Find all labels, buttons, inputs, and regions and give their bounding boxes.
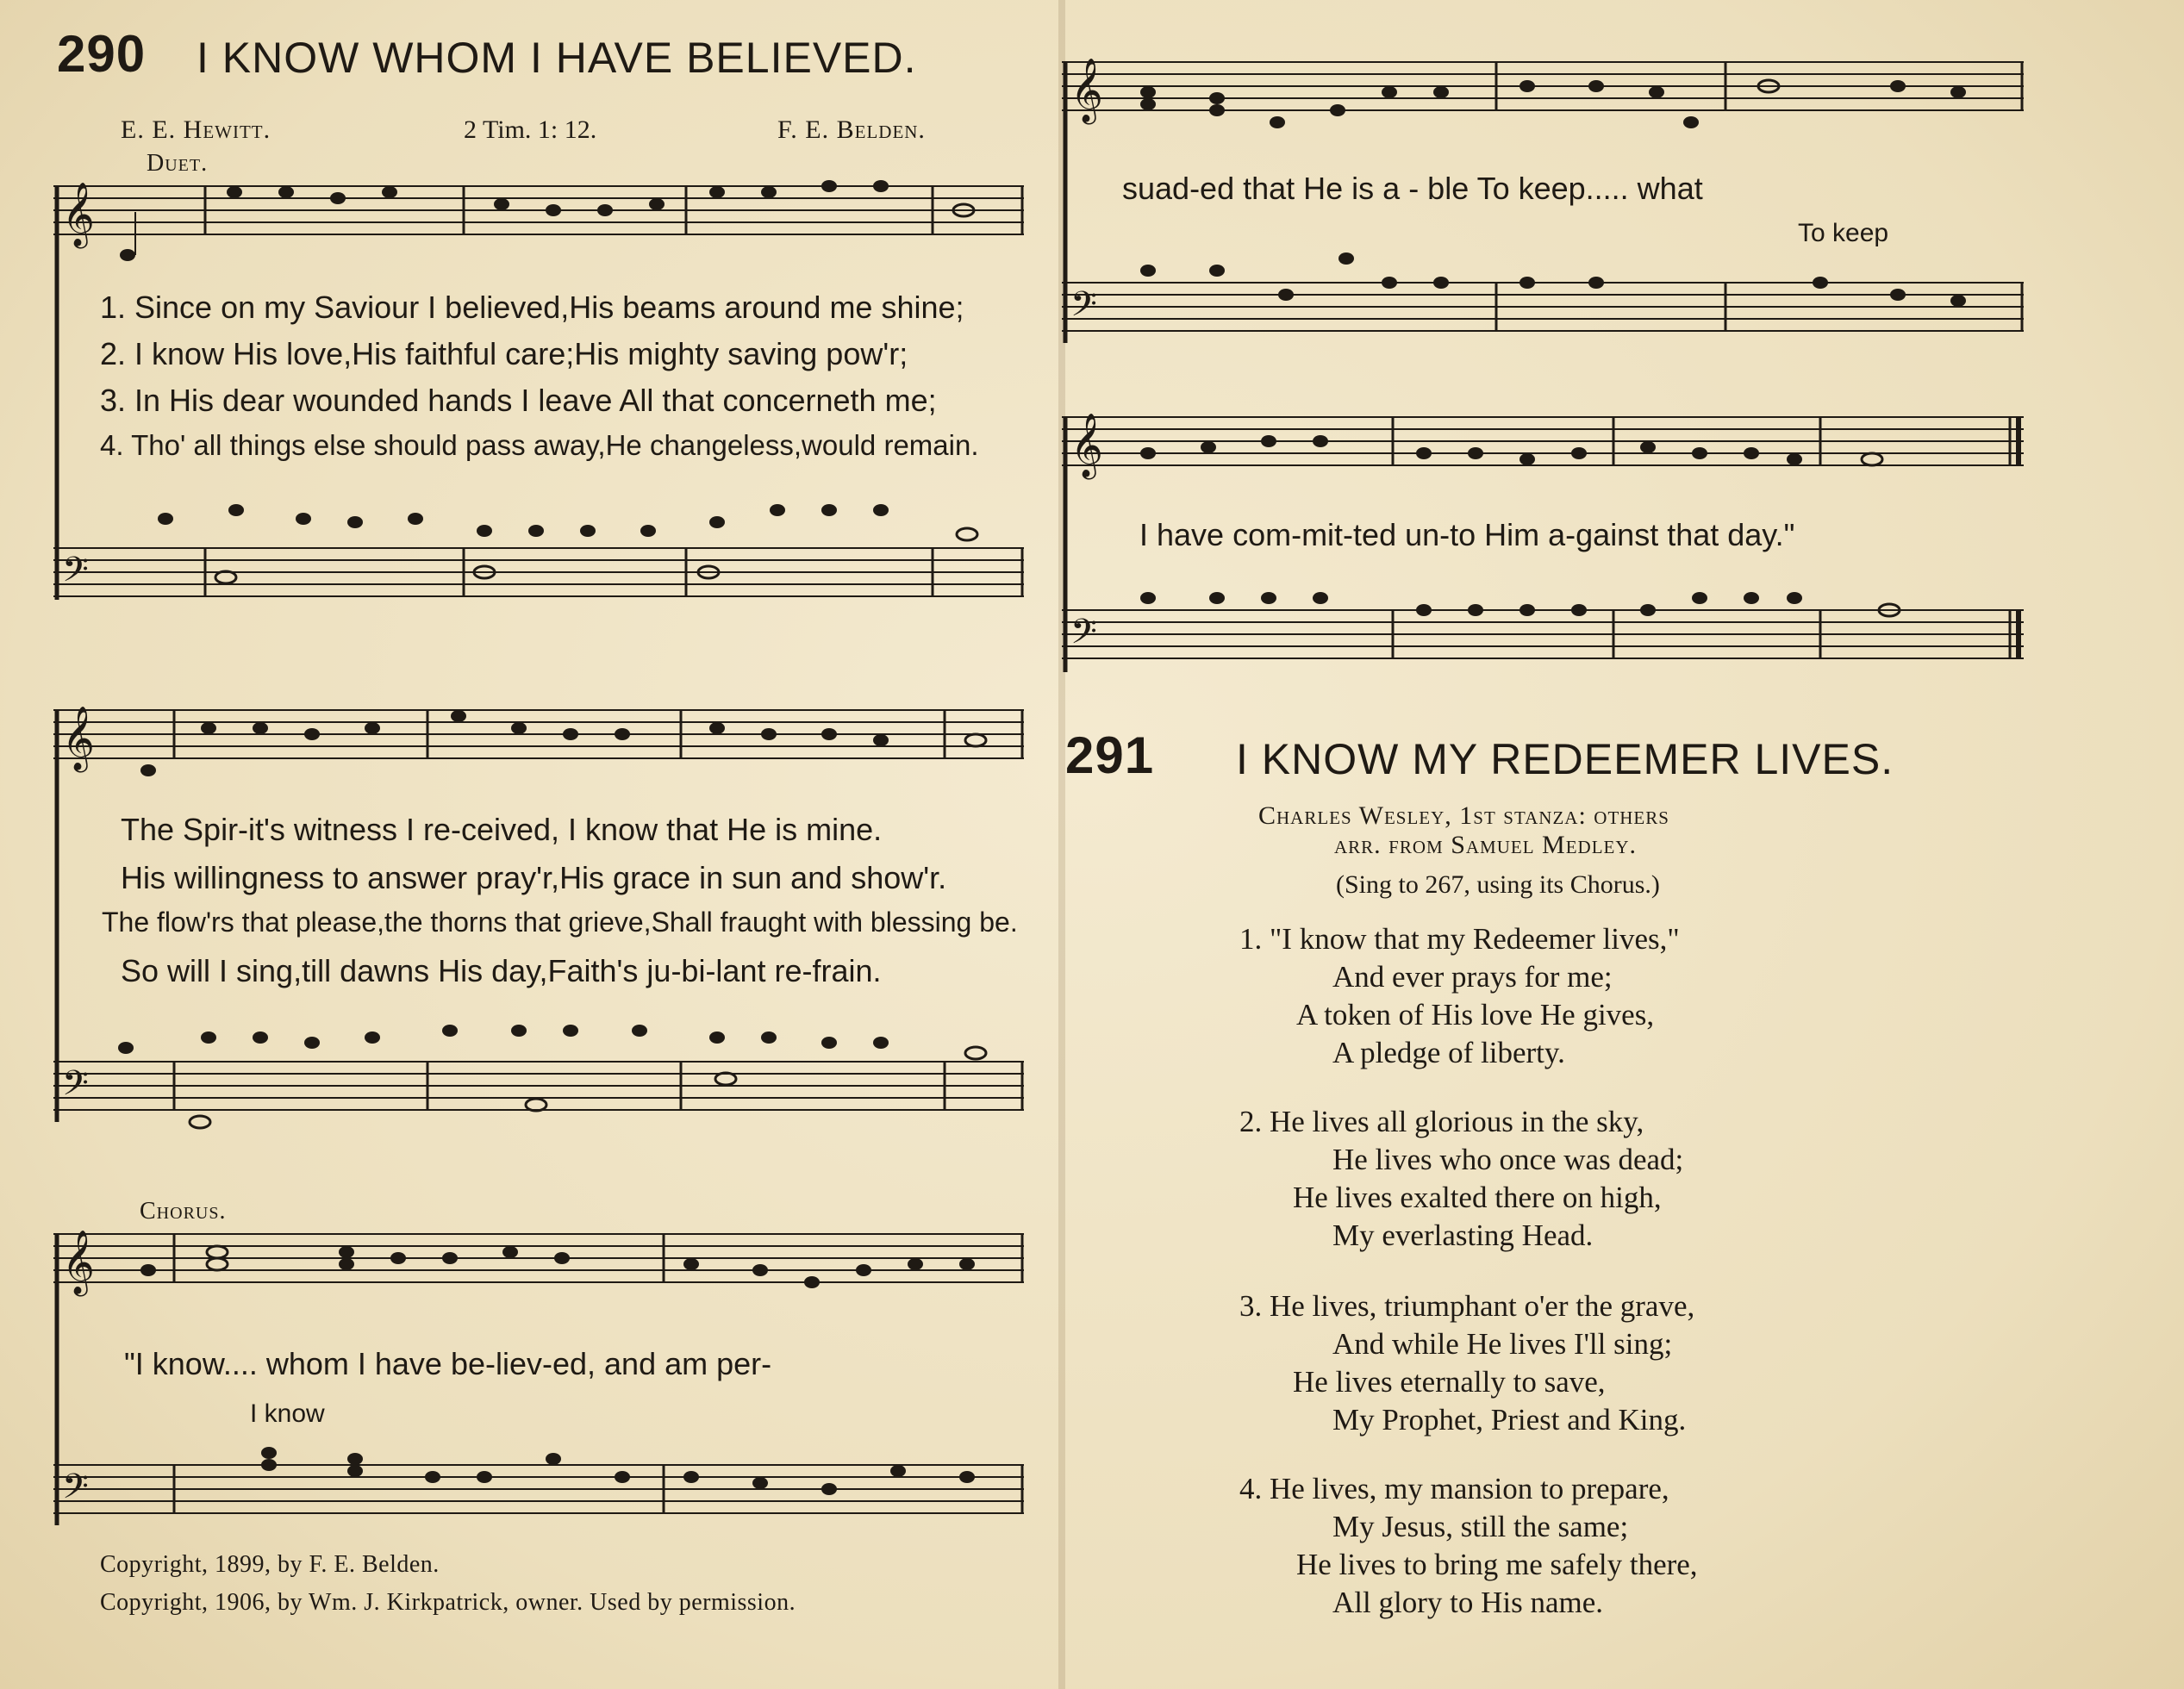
hymn-290-composer: F. E. Belden. (777, 115, 926, 144)
stanza-2-line-2: He lives who once was dead; (1332, 1143, 1684, 1176)
stanza-2 (1239, 1103, 1683, 1255)
chorus-line-3: I have com-mit-ted un-to Him a-gainst that day." (1139, 517, 1795, 552)
chorus-label: Chorus. (140, 1198, 227, 1225)
verse-1-line-b: The Spir-it's witness I re-ceived, I know that He is mine. (121, 812, 883, 847)
stanza-4 (1239, 1470, 1698, 1622)
stanza-1-line-2: And ever prays for me; (1332, 960, 1613, 994)
verse-3-line-a: 3. In His dear wounded hands I leave All that concerneth me; (100, 383, 937, 418)
bass-staff (53, 548, 1024, 596)
duet-label: Duet. (147, 150, 209, 177)
stanza-4-line-2: My Jesus, still the same; (1332, 1510, 1629, 1543)
svg-text:𝄢: 𝄢 (62, 1467, 89, 1515)
hymn-291-credit-2: arr. from Samuel Medley. (1334, 831, 1638, 859)
svg-text:𝄢: 𝄢 (62, 1063, 89, 1112)
chorus-line-2: suad-ed that He is a - ble To keep..... what (1122, 171, 1703, 206)
svg-text:𝄞: 𝄞 (62, 1231, 95, 1294)
stanza-4-line-4: All glory to His name. (1332, 1586, 1603, 1619)
stanza-4-line-1: 4. He lives, my mansion to prepare, (1239, 1472, 1669, 1505)
hymn-291-credit-1: Charles Wesley, 1st stanza: others (1258, 801, 1669, 830)
stanza-1-line-1: 1. "I know that my Redeemer lives," (1239, 922, 1680, 956)
stanza-3 (1239, 1287, 1694, 1439)
verse-2-line-a: 2. I know His love,His faithful care;His mighty saving pow'r; (100, 336, 908, 371)
chorus-line-1-alto: I know (250, 1399, 325, 1428)
svg-text:𝄢: 𝄢 (1070, 612, 1097, 660)
hymn-290-scripture: 2 Tim. 1: 12. (464, 115, 597, 144)
stanza-3-line-3: He lives eternally to save, (1293, 1365, 1606, 1399)
chorus-line-2-alto: To keep (1798, 219, 1889, 247)
stanza-4-line-3: He lives to bring me safely there, (1296, 1548, 1698, 1581)
stanza-3-line-4: My Prophet, Priest and King. (1332, 1403, 1687, 1437)
stanza-2-line-3: He lives exalted there on high, (1293, 1181, 1662, 1214)
stanza-1-line-3: A token of His love He gives, (1296, 998, 1655, 1031)
copyright-1906: Copyright, 1906, by Wm. J. Kirkpatrick, owner. Used by permission. (100, 1589, 796, 1616)
hymn-290-number: 290 (57, 25, 147, 83)
svg-text:𝄞: 𝄞 (62, 707, 95, 770)
verse-1-line-a: 1. Since on my Saviour I believed,His beams around me shine; (100, 290, 964, 325)
stanza-2-line-4: My everlasting Head. (1332, 1218, 1594, 1252)
svg-text:𝄞: 𝄞 (1070, 414, 1103, 477)
stanza-1 (1239, 920, 1680, 1072)
chorus-line-1: "I know.... whom I have be-liev-ed, and am per- (124, 1346, 772, 1381)
hymn-290-author: E. E. Hewitt. (121, 115, 271, 144)
svg-text:𝄢: 𝄢 (1070, 284, 1097, 333)
verse-4-line-b: So will I sing,till dawns His day,Faith's ju-bi-lant re-frain. (121, 953, 882, 988)
stanza-2-line-1: 2. He lives all glorious in the sky, (1239, 1105, 1644, 1138)
svg-text:𝄢: 𝄢 (62, 550, 89, 598)
svg-text:𝄞: 𝄞 (62, 183, 95, 246)
hymn-291-title: I KNOW MY REDEEMER LIVES. (1236, 735, 1894, 783)
verse-3-line-b: The flow'rs that please,the thorns that grieve,Shall fraught with blessing be. (102, 907, 1018, 938)
copyright-1899: Copyright, 1899, by F. E. Belden. (100, 1551, 440, 1578)
verse-4-line-a: 4. Tho' all things else should pass away,He changeless,would remain. (100, 429, 979, 461)
verse-2-line-b: His willingness to answer pray'r,His grace in sun and show'r. (121, 860, 947, 895)
svg-text:𝄞: 𝄞 (1070, 59, 1103, 122)
hymn-291-note: (Sing to 267, using its Chorus.) (1336, 870, 1660, 899)
hymn-290-title: I KNOW WHOM I HAVE BELIEVED. (197, 34, 917, 82)
stanza-3-line-1: 3. He lives, triumphant o'er the grave, (1239, 1289, 1695, 1323)
hymn-291-number: 291 (1065, 726, 1155, 784)
stanza-3-line-2: And while He lives I'll sing; (1332, 1327, 1673, 1361)
stanza-1-line-4: A pledge of liberty. (1332, 1036, 1565, 1069)
treble-staff (53, 186, 1024, 234)
